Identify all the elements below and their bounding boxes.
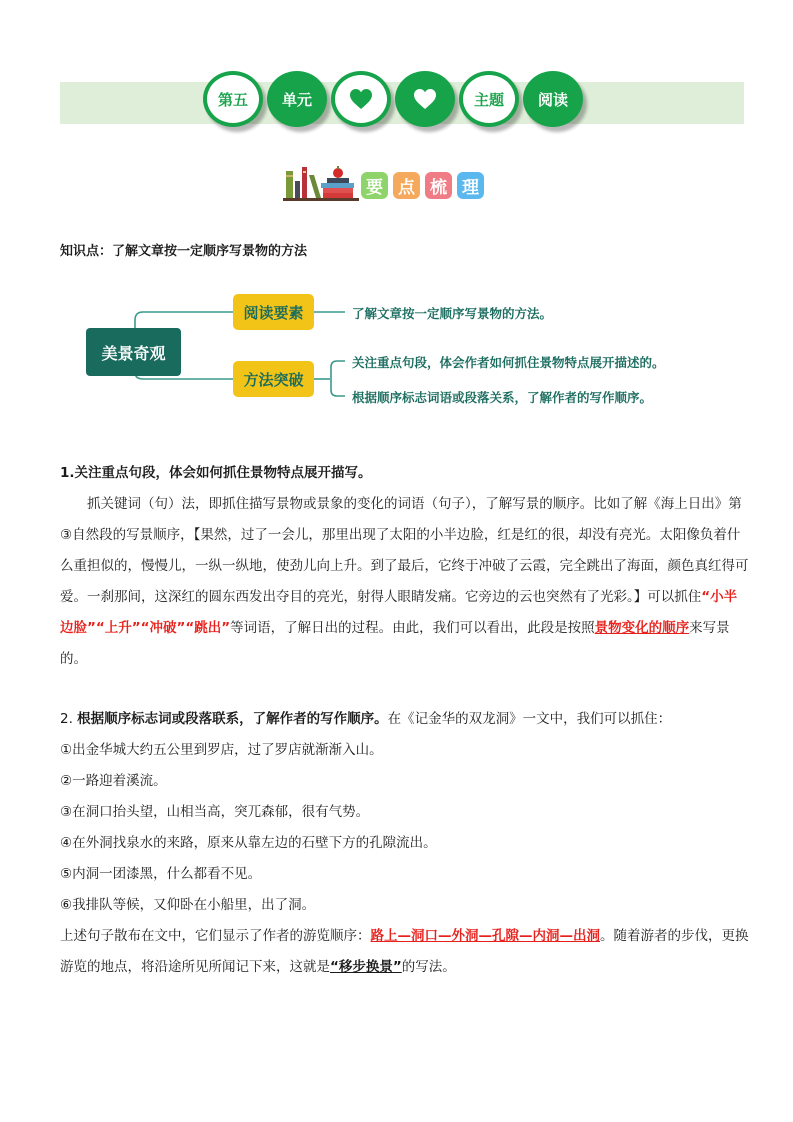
section-2 xyxy=(60,704,760,983)
badge-unit xyxy=(267,71,327,127)
route-highlight: 路上—洞口—外洞—孔隙—内洞—出洞 xyxy=(370,928,600,944)
summary-text: 。随着游者的步伐，更换游览的地点，将沿途所见所闻记下来，这就是 xyxy=(60,928,749,975)
section-2-intro: 在《记金华的双龙洞》一文中，我们可以抓住： xyxy=(387,711,672,727)
list-item: ⑥我排队等候，又仰卧在小船里，出了洞。 xyxy=(60,897,316,913)
list-item: ②一路迎着溪流。 xyxy=(60,773,167,789)
badge-heart-filled xyxy=(395,71,455,127)
keywords-highlight: “小半边脸”“上升”“冲破”“跳出” xyxy=(60,589,738,636)
list-item: ⑤内洞一团漆黑，什么都看不见。 xyxy=(60,866,262,882)
paragraph-text: 等词语，了解日出的过程。由此，我们可以看出，此段是按照 xyxy=(230,620,595,636)
mindmap-leaf: 关注重点句段，体会作者如何抓住景物特点展开描述的。 xyxy=(352,355,665,370)
list-item: ④在外洞找泉水的来路，原来从靠左边的石壁下方的孔隙流出。 xyxy=(60,835,437,851)
section-1-heading: 1.关注重点句段，体会如何抓住景物特点展开描写。 xyxy=(60,465,372,481)
section-title-tiles xyxy=(361,172,484,199)
mindmap-branch-method: 方法突破 xyxy=(233,361,314,397)
section-2-heading: 根据顺序标志词或段落联系，了解作者的写作顺序。 xyxy=(77,711,388,727)
paragraph-text: 抓关键词（句）法，即抓住描写景物或景象的变化的词语（句子），了解写景的顺序。比如了解《海上日出》第③自然段的写景顺序，【果然，过了一会儿，那里出现了太阳的小半边脸，红是红的很，却没有亮光。太阳像负着什么重担似的，慢慢儿，一纵一纵地，使劲儿向上升。到了最后，它终于冲破了云霞，完全跳出了海面，颜色真红得可爱。一刹那间，这深红的圆东西发出夺目的亮光，射得人眼睛发痛。它旁边的云也突然有了光彩。】可以抓住 xyxy=(60,496,749,605)
badge-text: 第五 xyxy=(217,90,248,109)
knowledge-point-heading: 知识点：了解文章按一定顺序写景物的方法 xyxy=(60,244,308,259)
heart-icon xyxy=(413,88,437,110)
summary-text: 上述句子散布在文中，它们显示了作者的游览顺序： xyxy=(60,928,371,944)
mindmap-leaf: 根据顺序标志词语或段落关系，了解作者的写作顺序。 xyxy=(352,390,653,405)
mindmap-root: 美景奇观 xyxy=(86,328,181,376)
badge-heart-outline xyxy=(331,71,391,127)
badge-text: 单元 xyxy=(281,90,312,109)
badge-text: 阅读 xyxy=(537,90,568,109)
badge-unit-number xyxy=(203,71,263,127)
list-item: ①出金华城大约五公里到罗店，过了罗店就渐渐入山。 xyxy=(60,742,383,758)
books-icon xyxy=(283,165,359,203)
order-highlight: 景物变化的顺序 xyxy=(594,620,690,636)
badge-theme xyxy=(459,71,519,127)
title-char-tile: 理 xyxy=(457,172,484,199)
badge-text: 主题 xyxy=(473,90,504,109)
list-item: ③在洞口抬头望，山相当高，突兀森郁，很有气势。 xyxy=(60,804,370,820)
summary-text: 的写法。 xyxy=(401,959,456,975)
paragraph-text: 来写景的。 xyxy=(60,620,730,667)
heart-icon xyxy=(349,88,373,110)
title-char-tile: 点 xyxy=(393,172,420,199)
mindmap-leaf: 了解文章按一定顺序写景物的方法。 xyxy=(352,306,553,321)
unit-badges xyxy=(203,71,585,133)
section-1 xyxy=(60,458,750,675)
badge-reading xyxy=(523,71,583,127)
section-number: 2. xyxy=(60,711,78,727)
title-char-tile: 梳 xyxy=(425,172,452,199)
title-char-tile: 要 xyxy=(361,172,388,199)
mindmap-branch-reading-elements: 阅读要素 xyxy=(233,294,314,330)
term-highlight: “移步换景” xyxy=(330,959,402,975)
section-2-heading-line xyxy=(60,704,760,735)
section-2-summary xyxy=(60,921,760,983)
section-1-paragraph xyxy=(60,489,750,675)
section-title xyxy=(283,165,484,203)
